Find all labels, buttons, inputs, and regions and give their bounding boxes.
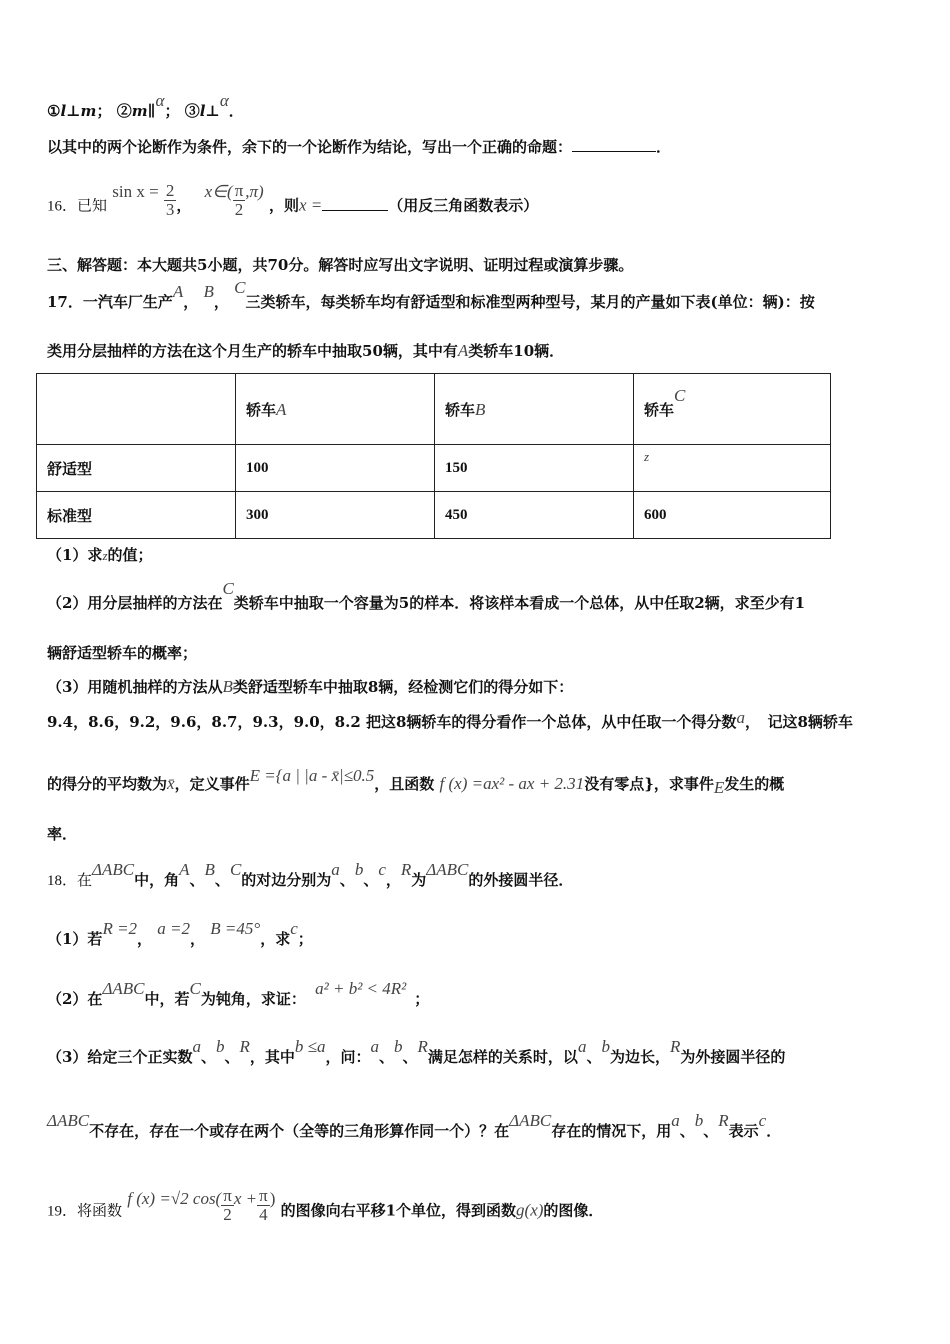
sin-expr: sin x = xyxy=(112,181,159,201)
note-text: （用反三角函数表示） xyxy=(388,196,539,215)
sep: 、 xyxy=(679,1122,695,1140)
var-b: b xyxy=(601,1037,610,1056)
text: ，其中 xyxy=(249,1048,295,1066)
triangle-abc: ΔABC xyxy=(102,979,145,998)
q17-sampling-end: 类轿车10辆． xyxy=(468,342,565,360)
text: ，定义事件 xyxy=(174,775,250,793)
var-R: R xyxy=(239,1037,250,1056)
var-a: a xyxy=(370,1037,379,1056)
denominator: 4 xyxy=(259,1205,268,1224)
table-cell: 600 xyxy=(634,492,831,539)
a-eq: a =2 xyxy=(157,919,191,938)
header-label: 轿车 xyxy=(445,400,476,419)
fraction-pi-4 xyxy=(257,1187,270,1224)
function-lhs: f (x) =√2 cos( xyxy=(127,1188,222,1208)
text: 的外接圆半径． xyxy=(468,871,574,889)
sep: 、 xyxy=(200,1048,216,1066)
text: ，求 xyxy=(260,930,291,948)
q17-part2-cont: 辆舒适型轿车的概率； xyxy=(47,644,198,662)
var-C: C xyxy=(229,860,242,879)
q17-end: 率． xyxy=(47,825,78,843)
text: 存在的情况下，用 xyxy=(551,1122,672,1140)
q17-intro-cont: 三类轿车，每类轿车均有舒适型和标准型两种型号，某月的产量如下表(单位：辆)：按 xyxy=(245,293,815,311)
numerator: π xyxy=(234,181,244,200)
sep: 、 xyxy=(363,871,379,889)
q18-part3 xyxy=(47,1037,786,1067)
row-label: 标准型 xyxy=(37,492,236,539)
triangle-abc: ΔABC xyxy=(426,860,469,879)
var-R: R xyxy=(417,1037,428,1056)
function-g: g(x) xyxy=(516,1200,544,1220)
sep: 、 xyxy=(189,871,205,889)
circled-2: ② xyxy=(116,102,132,120)
text: 的图像． xyxy=(543,1201,604,1220)
table-header-car-b xyxy=(435,374,634,445)
var-a: a xyxy=(736,708,745,727)
scores-text: 9.4，8.6，9.2，9.6，8.7，9.3，9.0，8.2 把这8辆轿车的得分看作一个总体，从中任取一个得分数 xyxy=(47,713,737,731)
text: 发生的概 xyxy=(724,775,785,793)
sep: 、 xyxy=(402,1048,418,1066)
var-A: A xyxy=(276,399,287,419)
expr-l-perp-m: l⊥m xyxy=(60,102,97,120)
table-header-car-a xyxy=(236,374,435,445)
period: ． xyxy=(228,102,244,120)
text: ，且函数 xyxy=(374,775,435,793)
question-number: 16．已知 xyxy=(47,198,108,215)
var-B: B xyxy=(222,677,233,696)
table-cell: 100 xyxy=(236,445,435,492)
answer-blank[interactable] xyxy=(572,137,656,152)
comma: ， xyxy=(137,930,153,948)
interval-end: ,π) xyxy=(245,181,264,201)
q17-scores xyxy=(47,708,853,732)
close-paren: ) xyxy=(269,1188,276,1208)
table-row xyxy=(37,492,831,539)
text: ，问： xyxy=(325,1048,371,1066)
q18-line1 xyxy=(47,860,574,891)
q19-line xyxy=(47,1186,604,1230)
fraction-pi-2 xyxy=(233,182,246,219)
sep: 、 xyxy=(703,1122,719,1140)
sep: 、 xyxy=(586,1048,602,1066)
text: 的得分的平均数为 xyxy=(47,775,168,793)
q18-part2 xyxy=(47,979,430,1009)
var-b: b xyxy=(694,1111,704,1130)
var-alpha: α xyxy=(155,91,165,110)
var-R: R xyxy=(400,860,412,879)
table-header-empty xyxy=(37,374,236,445)
expr-l-perp: l⊥ xyxy=(199,102,220,120)
var-R: R xyxy=(669,1037,681,1056)
var-b: b xyxy=(394,1037,403,1056)
inequality: a² + b² < 4R² xyxy=(315,979,407,998)
var-C: C xyxy=(674,385,686,405)
separator: ； xyxy=(164,102,180,120)
var-E: E xyxy=(713,778,725,797)
var-z: z xyxy=(102,548,108,563)
header-label: 轿车 xyxy=(644,400,675,419)
sep: 、 xyxy=(379,1048,395,1066)
denominator: 3 xyxy=(165,200,175,219)
q18-part3-cont xyxy=(47,1111,782,1141)
separator: ； xyxy=(96,102,112,120)
x-in-expr: x∈( xyxy=(204,181,233,201)
b-eq: B =45° xyxy=(210,919,261,938)
q17-part3 xyxy=(47,677,573,697)
part-label: （1）若 xyxy=(47,930,103,948)
table-cell: 150 xyxy=(435,445,634,492)
sep: 、 xyxy=(339,871,355,889)
period: ． xyxy=(766,1122,782,1140)
question-number: 18．在 xyxy=(47,873,93,889)
circled-1: ① xyxy=(47,102,61,120)
fraction-pi-2 xyxy=(221,1187,234,1224)
var-B: B xyxy=(204,860,215,879)
text: 的对边分别为 xyxy=(241,871,332,889)
var-a: a xyxy=(192,1037,201,1056)
var-A: A xyxy=(179,860,190,879)
text: 中，角 xyxy=(134,871,180,889)
numerator: π xyxy=(223,1186,232,1205)
text: 的图像向右平移1个单位，得到函数 xyxy=(280,1201,517,1220)
instruction-text: 以其中的两个论断作为条件，余下的一个论断作为结论，写出一个正确的命题： xyxy=(47,138,573,156)
table-row xyxy=(37,445,831,492)
text: ； xyxy=(414,990,430,1008)
q17-event-def xyxy=(47,766,785,797)
comma: ， xyxy=(213,293,229,311)
comma: ， xyxy=(190,930,206,948)
q17-line1 xyxy=(47,278,815,312)
part-text: 的值； xyxy=(107,546,153,564)
header-label: 轿车 xyxy=(246,400,277,419)
part-label: （3）用随机抽样的方法从 xyxy=(47,678,223,696)
answer-blank[interactable] xyxy=(322,196,388,211)
part-label: （2）用分层抽样的方法在 xyxy=(47,594,223,612)
function-expr: f (x) =ax² - ax + 2.31 xyxy=(439,774,585,793)
event-expr: E ={a | |a - x̄|≤0.5 xyxy=(249,766,375,785)
q17-line2 xyxy=(47,341,564,361)
comma: ， xyxy=(385,871,401,889)
q16-line xyxy=(47,181,539,225)
circled-3: ③ xyxy=(184,102,200,120)
q18-part1 xyxy=(47,919,313,949)
var-b: b xyxy=(354,860,364,879)
q17-part1 xyxy=(47,545,153,566)
sep: 、 xyxy=(224,1048,240,1066)
denominator: 2 xyxy=(223,1205,232,1224)
row-label: 舒适型 xyxy=(37,445,236,492)
comma: ， xyxy=(183,293,199,311)
question-number: 19．将函数 xyxy=(47,1203,123,1220)
numerator: π xyxy=(259,1186,268,1205)
triangle-abc: ΔABC xyxy=(509,1111,552,1130)
text: ； xyxy=(297,930,313,948)
then-text: ，则 xyxy=(268,196,299,215)
part-text: 类轿车中抽取一个容量为5的样本．将该样本看成一个总体，从中任取2辆，求至少有1 xyxy=(233,594,806,612)
var-B: B xyxy=(203,282,214,301)
section-heading: 三、解答题：本大题共5小题，共70分。解答时应写出文字说明、证明过程或演算步骤。 xyxy=(47,256,634,274)
var-alpha: α xyxy=(219,91,229,110)
table-cell: 300 xyxy=(236,492,435,539)
b-le-a: b ≤a xyxy=(294,1037,326,1056)
q17-part2 xyxy=(47,579,806,613)
part-label: （3）给定三个正实数 xyxy=(47,1048,193,1066)
var-a: a xyxy=(577,1037,587,1056)
expr-m-parallel: m∥ xyxy=(131,102,156,120)
var-xbar: x̄ xyxy=(167,774,175,793)
text: 为钝角，求证： xyxy=(200,990,306,1008)
x-plus: x + xyxy=(233,1188,258,1208)
comma: ， xyxy=(176,196,192,215)
triangle-abc: ΔABC xyxy=(47,1111,90,1130)
var-c: c xyxy=(290,919,298,938)
var-C: C xyxy=(189,979,201,998)
text: 没有零点}，求事件 xyxy=(584,775,714,793)
var-A: A xyxy=(457,341,469,360)
var-z: z xyxy=(644,449,650,464)
var-a: a xyxy=(331,860,340,879)
var-c: c xyxy=(758,1111,767,1130)
part-text: 类舒适型轿车中抽取8辆，经检测它们的得分如下： xyxy=(232,678,574,696)
part-label: （2）在 xyxy=(47,990,103,1008)
r-eq: R =2 xyxy=(102,919,138,938)
q15-instruction xyxy=(47,137,671,157)
var-a: a xyxy=(671,1111,680,1130)
production-table xyxy=(36,373,831,539)
fraction-2-3 xyxy=(164,182,177,219)
var-A: A xyxy=(172,282,184,301)
numerator: 2 xyxy=(165,181,175,200)
q17-sampling-text: 类用分层抽样的方法在这个月生产的轿车中抽取50辆，其中有 xyxy=(47,342,458,360)
var-c: c xyxy=(378,860,386,879)
text: 为外接圆半径的 xyxy=(680,1048,786,1066)
table-cell: 450 xyxy=(435,492,634,539)
triangle-abc: ΔABC xyxy=(92,860,135,879)
var-C: C xyxy=(234,278,246,297)
text: 表示 xyxy=(728,1122,759,1140)
sep: 、 xyxy=(214,871,230,889)
var-B: B xyxy=(475,399,486,419)
q15-statements xyxy=(47,91,244,121)
var-b: b xyxy=(215,1037,225,1056)
text: 为边长， xyxy=(609,1048,670,1066)
q17-intro: 17．一汽车厂生产 xyxy=(47,293,173,311)
text: 不存在，存在一个或存在两个（全等的三角形算作同一个）？在 xyxy=(89,1122,510,1140)
part-label: （1）求 xyxy=(47,546,103,564)
text: 中，若 xyxy=(144,990,190,1008)
var-R: R xyxy=(718,1111,729,1130)
x-eq: x = xyxy=(298,195,323,215)
text: 为 xyxy=(411,871,427,889)
scores-text-cont: ， 记这8辆轿车 xyxy=(744,713,853,731)
text: 满足怎样的关系时，以 xyxy=(427,1048,578,1066)
period: ． xyxy=(656,138,672,156)
denominator: 2 xyxy=(234,200,244,219)
table-header-car-c xyxy=(634,374,831,445)
var-C: C xyxy=(222,579,234,598)
table-header-row xyxy=(37,374,831,445)
table-cell xyxy=(634,445,831,492)
